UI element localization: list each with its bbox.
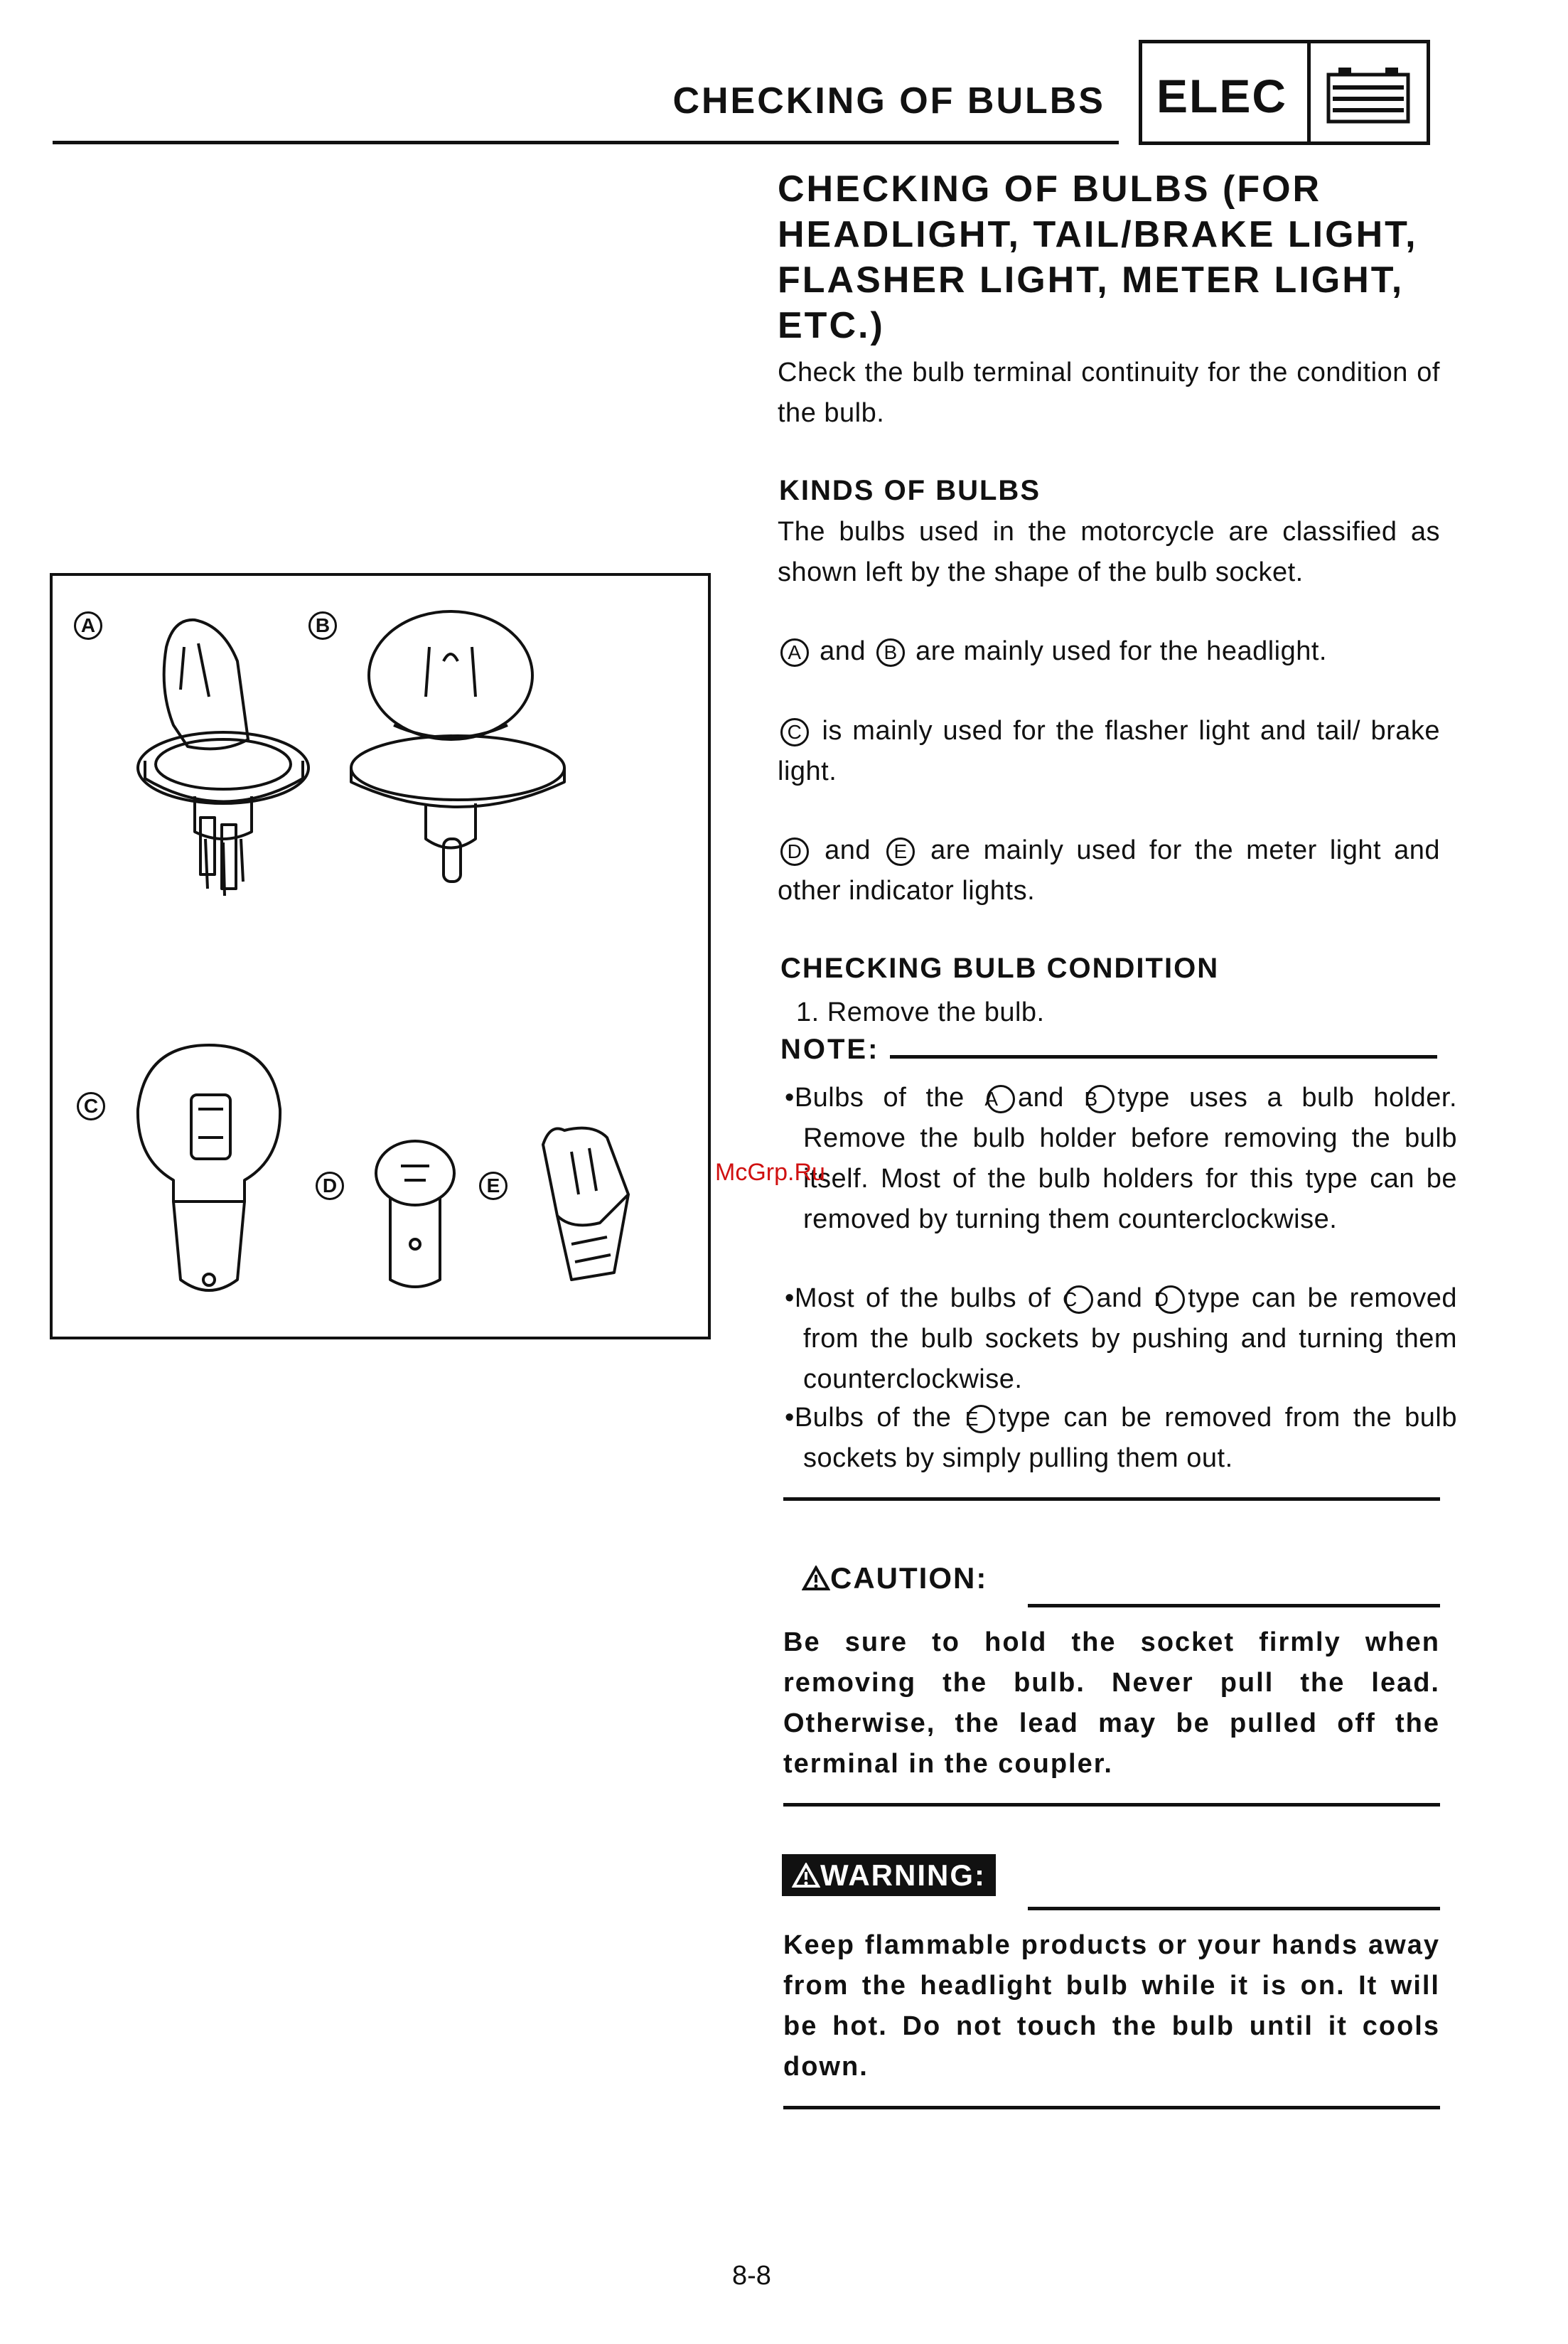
- and-word: and: [820, 636, 866, 666]
- bulb-e-wedge-illustration: [522, 1116, 657, 1301]
- note-bullet-1: •Bulbs of the A and B type uses a bulb holder. Remove the bulb holder before removing the bulb itself. Most of the bulb holders for this type can be removed by turning them counterclockwise.: [785, 1083, 1458, 1234]
- kinds-ab-line: [778, 631, 1440, 672]
- caution-text: Be sure to hold the socket firmly when removing the bulb. Never pull the lead. Otherwise, the lead may be pulled off the terminal in the coupler.: [783, 1627, 1440, 1779]
- checking-heading: CHECKING BULB CONDITION: [780, 953, 1220, 984]
- warning-triangle-icon: [802, 1566, 830, 1591]
- label-b-inline: B: [876, 638, 905, 667]
- note-end-rule: [783, 1497, 1440, 1501]
- section-tag-box: [1139, 40, 1430, 145]
- label-b-inline: B: [1086, 1085, 1115, 1113]
- label-c-inline: C: [1065, 1285, 1093, 1314]
- caution-heading: [802, 1561, 987, 1595]
- warning-heading: [782, 1858, 996, 1893]
- kinds-heading: KINDS OF BULBS: [779, 475, 1041, 506]
- intro-text: Check the bulb terminal continuity for the condition of the bulb.: [778, 358, 1440, 428]
- note1-head: Bulbs of the: [794, 1083, 965, 1113]
- label-e-inline: E: [967, 1405, 995, 1433]
- bulb-b-headlight-illustration: [344, 604, 579, 910]
- label-d-inline: D: [780, 837, 809, 866]
- warning-text: Keep flammable products or your hands away from the headlight bulb while it is on. It will be hot. Do not touch the bulb until it cools down.: [783, 1930, 1440, 2082]
- label-a-inline: A: [780, 638, 809, 667]
- page-header-title: CHECKING OF BULBS: [672, 80, 1105, 122]
- note1-mid: and: [1017, 1083, 1064, 1113]
- caution-end-rule: [783, 1803, 1440, 1807]
- page-number: 8-8: [732, 2261, 771, 2291]
- caution-rule: [1028, 1604, 1440, 1607]
- warning-triangle-icon: [792, 1863, 820, 1888]
- header-rule: [53, 141, 1119, 144]
- step-1: 1. Remove the bulb.: [796, 997, 1045, 1027]
- kinds-de-line: [778, 830, 1440, 911]
- note-rule: [890, 1055, 1437, 1059]
- label-c-inline: C: [780, 718, 809, 746]
- note-bullet-2: •Most of the bulbs of C and D type can be removed from the bulb sockets by pushing and turning them counterclockwise.: [785, 1283, 1457, 1394]
- note-bullet-3: •Bulbs of the E type can be removed from the bulb sockets by simply pulling them out.: [785, 1403, 1457, 1473]
- kinds-c-text: is mainly used for the flasher light and tail/ brake light.: [778, 716, 1440, 786]
- note1-tail: type uses a bulb holder. Remove the bulb holder before removing the bulb itself. Most of the bulb holders for this type can be removed by turning them counterclockwise.: [803, 1083, 1458, 1234]
- kinds-de-text: are mainly used for the meter light and other indicator lights.: [778, 835, 1441, 906]
- section-tag-label: ELEC: [1156, 70, 1288, 122]
- label-a-inline: A: [987, 1085, 1015, 1113]
- bulb-a-halogen-illustration: [117, 604, 330, 910]
- note2-tail: type can be removed from the bulb sockets by pushing and turning them counterclockwise.: [803, 1283, 1457, 1394]
- warning-badge: [782, 1854, 996, 1896]
- section-title: CHECKING OF BULBS (FOR HEADLIGHT, TAIL/BRAKE LIGHT, FLASHER LIGHT, METER LIGHT, ETC.): [778, 168, 1418, 346]
- and-word: and: [825, 835, 871, 865]
- bulb-c-tail-brake-illustration: [124, 1031, 294, 1315]
- warning-end-rule: [783, 2106, 1440, 2109]
- label-e-inline: E: [886, 837, 915, 866]
- figure-label-a: A: [74, 611, 102, 640]
- battery-icon: [1326, 65, 1411, 124]
- note3-head: Bulbs of the: [794, 1403, 952, 1433]
- bulb-types-figure: [50, 573, 711, 1339]
- note3-tail: type can be removed from the bulb sockets by simply pulling them out.: [803, 1403, 1457, 1473]
- note2-mid: and: [1096, 1283, 1143, 1313]
- label-d-inline: D: [1156, 1285, 1185, 1314]
- figure-label-b: B: [308, 611, 337, 640]
- kinds-c-line: [778, 711, 1440, 792]
- note-label: NOTE:: [780, 1034, 880, 1065]
- bulb-d-meter-illustration: [365, 1138, 465, 1301]
- figure-label-c: C: [77, 1092, 105, 1120]
- caution-label: CAUTION:: [830, 1561, 988, 1595]
- section-tag-divider: [1307, 43, 1311, 141]
- kinds-text: The bulbs used in the motorcycle are classified as shown left by the shape of the bulb socket.: [778, 517, 1440, 587]
- watermark-text: McGrp.Ru: [715, 1159, 825, 1186]
- warning-rule: [1028, 1907, 1440, 1910]
- figure-label-d: D: [316, 1172, 344, 1200]
- warning-label: WARNING:: [820, 1858, 986, 1892]
- kinds-ab-text: are mainly used for the headlight.: [915, 636, 1327, 666]
- note2-head: Most of the bulbs of: [794, 1283, 1051, 1313]
- figure-label-e: E: [479, 1172, 508, 1200]
